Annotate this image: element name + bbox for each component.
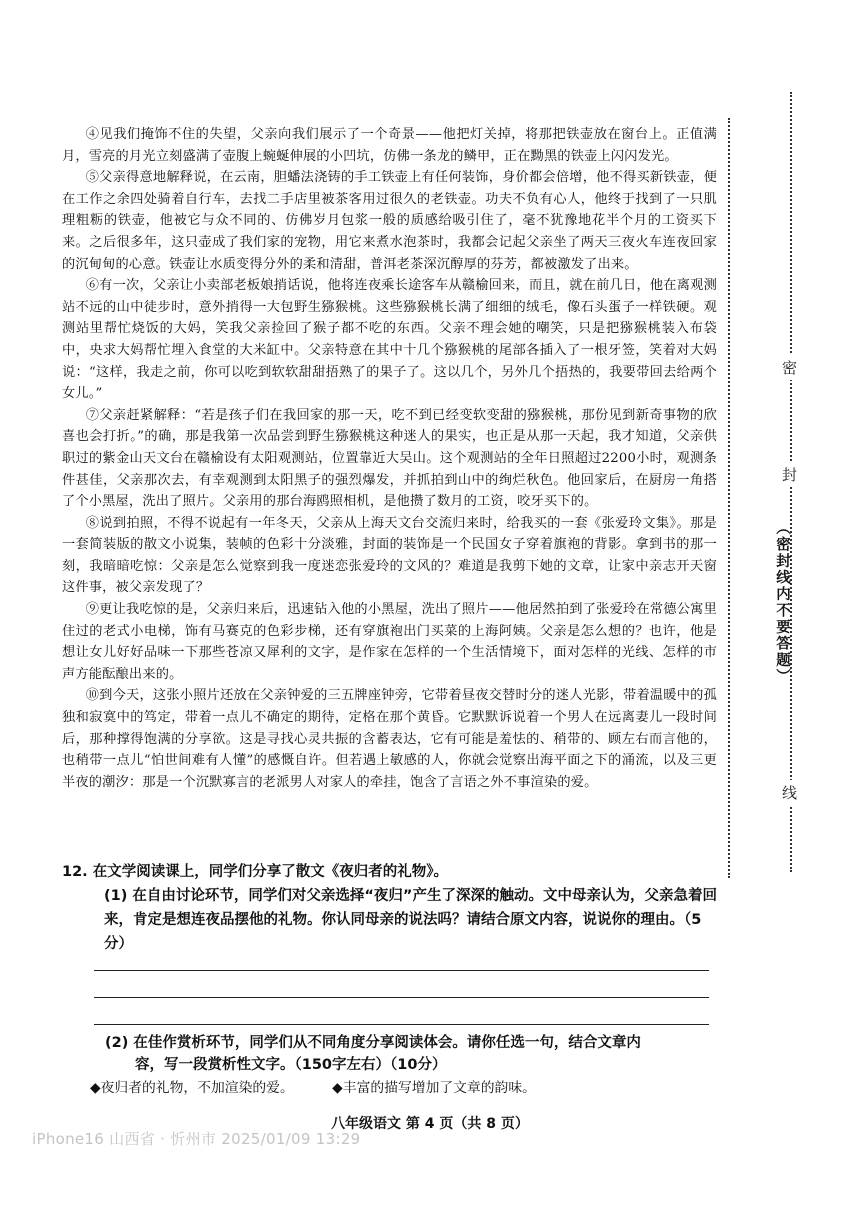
paragraph-5: ⑤父亲得意地解释说，在云南，胆蟠法浇铸的手工铁壶上有任何装饰，身价都会倍增，他不得买新铁壶，便在工作之余四处骑着自行车，去找二手店里被茶客用过很久的老铁壶。功夫不负有心人，他终于找到了一只肌理粗粝的铁壶，他被它与众不同的、仿佛岁月包浆一般的质感给吸引住了，毫不犹豫地花半个月的工资买下来。之后很多年，这只壶成了我们家的宠物，用它来煮水泡茶时，我都会记起父亲坐了两天三夜火车连夜回家的沉甸甸的心意。铁壶让水质变得分外的柔和清甜，普洱老茶深沉醇厚的芬芳，都被激发了出来。 xyxy=(62,170,717,272)
choice-option-1: ◆夜归者的礼物，不加渲染的爱。 xyxy=(90,1080,294,1096)
choice-sentences xyxy=(90,1077,730,1099)
binding-char-mi: 密 xyxy=(782,355,797,380)
paragraph-7: ⑦父亲赶紧解释：“若是孩子们在我回家的那一天，吃不到已经变软变甜的猕猴桃，那份见到新奇事物的欣喜也会打折。”的确，那是我第一次品尝到野生猕猴桃这种迷人的果实，也正是从那一天起，我才知道，父亲供职过的紫金山天文台在赣榆设有太阳观测站，位置靠近大吴山。这个观测站的全年日照超过2200小时，观测条件甚佳，父亲那次去，有幸观测到太阳黑子的强烈爆发，并抓拍到山中的绚烂秋色。他回家后，在厨房一角搭了个小黑屋，洗出了照片。父亲用的那台海鸥照相机，是他攒了数月的工资，咬牙买下的。 xyxy=(62,407,717,510)
reading-passage xyxy=(62,124,717,793)
paragraph-8: ⑧说到拍照，不得不说起有一年冬天，父亲从上海天文台交流归来时，给我买的一套《张爱玲文集》。那是一套简装版的散文小说集，装帧的色彩十分淡雅，封面的装饰是一个民国女子穿着旗袍的背影。拿到书的那一刻，我暗暗吃惊：父亲是怎么觉察到我一度迷恋张爱玲的文风的？难道是我剪下她的文章，让家中亲志开天窗这件事，被父亲发现了？ xyxy=(62,515,717,596)
question-stem: 12. 在文学阅读课上，同学们分享了散文《夜归者的礼物》。 xyxy=(62,864,448,880)
binding-notice: （密封线内不要答题） xyxy=(774,520,790,685)
paragraph-9: ⑨更让我吃惊的是，父亲归来后，迅速钻入他的小黑屋，洗出了照片——他居然拍到了张爱玲在常德公寓里住过的老式小电梯，饰有马赛克的色彩步梯，还有穿旗袍出门买菜的上海阿姨。父亲是怎么想的？也许，他是想让女儿好好品味一下那些苍凉又犀利的文字，是作家在怎样的一个生活情境下，面对怎样的光线、怎样的市声方能酝酿出来的。 xyxy=(62,602,717,682)
question-part-2 xyxy=(105,1032,715,1076)
binding-char-feng: 封 xyxy=(782,462,797,487)
question-part-2-line2: 容，写一段赏析性文字。（150字左右）（10分） xyxy=(135,1057,447,1073)
answer-line xyxy=(94,997,709,998)
binding-char-xian: 线 xyxy=(782,780,797,805)
answer-line xyxy=(94,1024,709,1025)
paragraph-4: ④见我们掩饰不住的失望，父亲向我们展示了一个奇景——他把灯关掉，将那把铁壶放在窗台上。正值满月，雪亮的月光立刻盛满了壶腹上蜿蜒伸展的小凹坑，仿佛一条龙的鳞甲，正在黝黑的铁壶上闪闪发光。 xyxy=(62,127,717,164)
paragraph-6: ⑥有一次，父亲让小卖部老板娘捎话说，他将连夜乘长途客车从赣榆回来，而且，就在前几日，他在离观测站不远的山中徒步时，意外捎得一大包野生猕猴桃。这些猕猴桃长满了细细的绒毛，像石头蛋子一样铁硬。观测站里帮忙烧饭的大妈，笑我父亲捡回了猴子都不吃的东西。父亲不理会她的嘲笑，只是把猕猴桃装入布袋中，央求大妈帮忙埋入食堂的大米缸中。父亲特意在其中十几个猕猴桃的尾部各插入了一根牙签，笑着对大妈说：“这样，我走之前，你可以吃到软软甜甜捂熟了的果子了。这以几个，另外几个捂热的，我要带回去给两个女儿。” xyxy=(62,278,717,402)
page-footer: 八年级语文 第 4 页（共 8 页） xyxy=(331,1116,529,1132)
paragraph-10: ⑩到今天，这张小照片还放在父亲钟爱的三五牌座钟旁，它带着昼夜交替时分的迷人光影，带着温暖中的孤独和寂寞中的笃定，带着一点儿不确定的期待，定格在那个黄昏。它默默诉说着一个男人在远离妻儿一段时间后，那种撑得饱满的分享欲。这是寻找心灵共振的含蓄表达，它有可能是羞怯的、稍带的、顾左右而言他的，也稍带一点儿“怕世间难有人懂”的感慨自许。但若遇上敏感的人，你就会觉察出海平面之下的涌流，以及三更半夜的潮汐：那是一个沉默寡言的老派男人对家人的牵挂，饱含了言语之外不事渲染的爱。 xyxy=(62,688,717,790)
question-part-1: (1) 在自由讨论环节，同学们对父亲选择“夜归”产生了深深的触动。文中母亲认为，父亲急着回来，肯定是想连夜品摆他的礼物。你认同母亲的说法吗？请结合原文内容，说说你的理由。（5分） xyxy=(104,888,717,952)
answer-line xyxy=(94,970,709,971)
binding-dotted-line xyxy=(728,118,730,878)
camera-watermark: iPhone16 山西省 · 忻州市 2025/01/09 13:29 xyxy=(32,1130,361,1148)
choice-option-2: ◆丰富的描写增加了文章的韵味。 xyxy=(332,1080,536,1096)
question-12 xyxy=(62,860,722,956)
question-part-2-line1: (2) 在佳作赏析环节，同学们从不同角度分享阅读体会。请你任选一句，结合文章内 xyxy=(105,1035,641,1051)
